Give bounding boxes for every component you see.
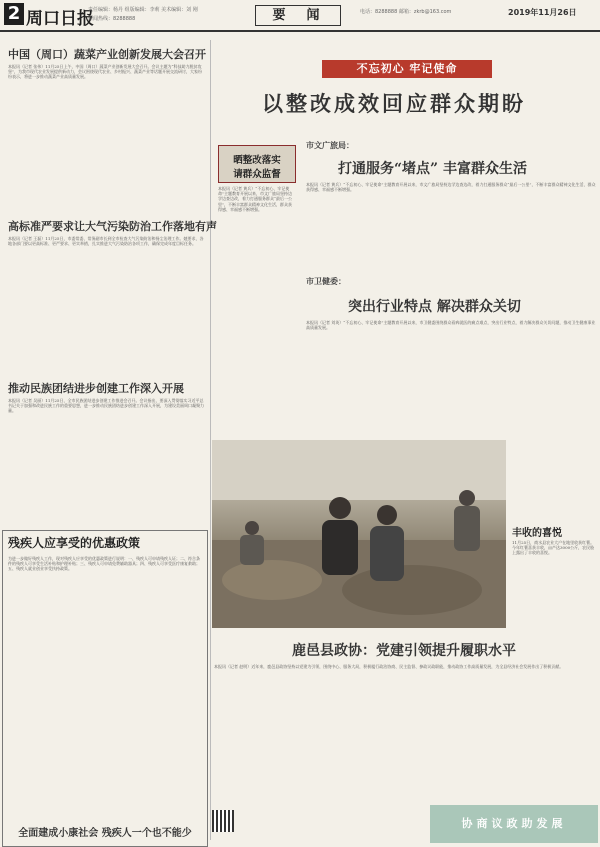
supervision-text: 晒整改落实 请群众监督 [233,155,281,180]
headline: 推动民族团结进步创建工作深入开展 [8,382,184,395]
article-body: 本报讯（记者 黄兵）“不忘初心、牢记使命”主题教育开展以来，市文广旅局坚持边学边查边改，着力打通服务群众“最后一公里”，不断丰富群众精神文化生活，群众获得感、幸福感不断增强。 [306,182,596,193]
page-number: 2 [4,3,24,25]
article-body: 本报讯（记者 赵明）近年来，鹿邑县政协坚持以党建为引领，围绕中心、服务大局，积极履行政治协商、民主监督、参政议政职能，推动政协工作高质量发展，为全县经济社会发展作出了积极贡献。 [214,664,564,669]
issue-date: 2019年11月26日 [508,8,577,17]
photo-illustration [212,440,506,628]
intro-text: 本报讯（记者 黄兵）“不忘初心、牢记使命”主题教育开展以来，市文广旅局坚持边学边查边改，着力打通服务群众“最后一公里”，不断丰富群众精神文化生活，群众获得感、幸福感不断增强。 [218,186,293,212]
box-body: 为进一步做好残疾人工作，现对残疾人应享受的优惠政策进行说明：一、残疾人可申请残疾人证；二、符合条件的残疾人可享受生活补贴和护理补贴；三、残疾人可申请免费辅助器具；四、残疾人可享受医疗康复救助；五、残疾人就业创业享受扶持政策。 [8,556,200,572]
qr-code [212,810,234,832]
theme-banner: 不忘初心 牢记使命 [322,60,492,78]
photo-caption: 11月25日，商水县农业大户在地里收获红薯。今年红薯喜获丰收，亩产达3000公斤，农民脸上露出了丰收的喜悦。 [512,540,595,556]
article-body: 本报讯（记者 王磊）11月25日，市委常委、常务副市长到全市检查大气污染防治和扬尘治理工作。她要求，各地各部门要以更高标准、更严要求、更实举措，扎实推进大气污染防治各项工作，确保完成年度目标任务。 [8,236,204,247]
subhead-title: 突出行业特点 解决群众关切 [348,299,521,315]
subhead-label: 市文广旅局： [306,141,354,150]
headline: 中国（周口）蔬菜产业创新发展大会召开 [8,48,206,61]
harvest-photo [212,440,506,628]
header-divider [0,30,600,32]
section-title: 要 闻 [255,5,341,26]
promo-banner: 协商议政助发展 [430,805,598,843]
supervision-box [218,145,296,183]
article-body: 本报讯（记者 刘英）“不忘初心、牢记使命”主题教育开展以来，市卫健委围绕群众看病就医的痛点难点，突出行业特点，着力解决群众关切问题，推动卫生健康事业高质量发展。 [306,320,596,331]
main-headline: 以整改成效回应群众期盼 [262,91,526,116]
headline: 高标准严要求让大气污染防治工作落地有声 [8,220,217,233]
box-title: 残疾人应享受的优惠政策 [8,536,141,550]
header-meta: 责任编辑：杨丹 组版编辑：李莉 美术编辑：刘 刚 [88,7,198,13]
subhead-label: 市卫健委： [306,277,346,286]
column-divider [210,40,211,840]
slogan: 全面建成小康社会 残疾人一个也不能少 [18,828,192,839]
article-body: 本报讯（记者 张伟）11月25日上午，中国（周口）蔬菜产业创新发展大会召开。会议主题为“科技助力脱贫攻坚”，为我市现代农业发展提供新动力，会议围绕现代农业、乡村振兴、蔬菜产业等话题开展交流研讨，大家纷纷表示，将进一步推动蔬菜产业高质量发展。 [8,64,203,80]
subhead-title: 打通服务“堵点” 丰富群众生活 [338,161,527,177]
header-hotline: 新闻热线：8288888 [88,16,136,22]
header-contact: 电话：8288888 邮箱：zkrb@163.com [360,9,452,15]
photo-caption-title: 丰收的喜悦 [512,528,562,539]
headline: 鹿邑县政协：党建引领提升履职水平 [292,643,516,659]
article-body: 本报讯（记者 吴丽）11月25日，全市民族团结进步创建工作推进会召开。会议指出，要深入贯彻落实习近平总书记关于加强和改进民族工作的重要思想，进一步推动民族团结进步创建工作深入开展，为建设美丽周口凝聚力量。 [8,398,204,414]
newspaper-logo: 周口日报 [26,9,94,29]
